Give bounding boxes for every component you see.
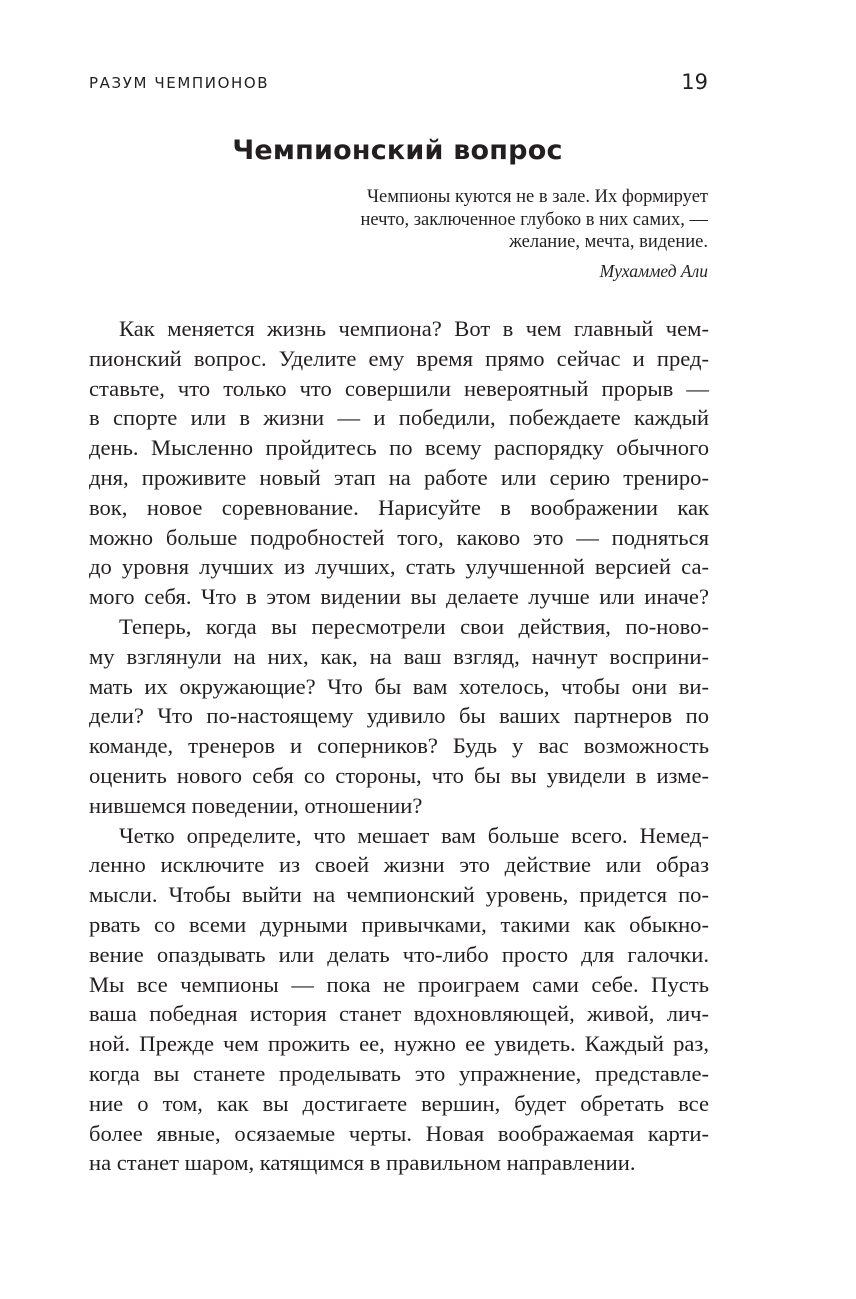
text-line: можно больше подробностей того, каково это — подняться — [89, 524, 709, 550]
text-line: Четко определите, что мешает вам больше всего. Немед- — [119, 822, 709, 848]
epigraph-line: нечто, заключенное глубоко в них самих, — — [360, 209, 708, 230]
text-line: оценить нового себя со стороны, что бы вы увидели в изме- — [89, 762, 709, 788]
text-line: дня, проживите новый этап на работе или серию трениро- — [89, 464, 709, 490]
text-line: Мы все чемпионы — пока не проиграем сами себе. Пусть — [89, 971, 709, 997]
text-line: на станет шаром, катящимся в правильном направлении. — [89, 1150, 636, 1176]
text-line: ние о том, как вы достигаете вершин, будет обретать все — [89, 1090, 709, 1116]
text-line: до уровня лучших из лучших, стать улучшенной версией са- — [89, 554, 709, 580]
text-line: мого себя. Что в этом видении вы делаете лучше или иначе? — [89, 584, 709, 610]
page-number: 19 — [681, 70, 708, 94]
text-line: команде, тренеров и соперников? Будь у вас возможность — [89, 733, 709, 759]
chapter-title: Чемпионский вопрос — [232, 135, 563, 166]
text-line: ваша победная история станет вдохновляющей, живой, лич- — [89, 1001, 709, 1027]
text-line: дели? Что по-настоящему удивило бы ваших партнеров по — [89, 703, 709, 729]
text-line: когда вы станете проделывать это упражнение, представле- — [89, 1060, 709, 1086]
text-line: Теперь, когда вы пересмотрели свои действия, по-ново- — [119, 613, 709, 639]
text-line: день. Мысленно пройдитесь по всему распорядку обычного — [89, 435, 709, 461]
running-head: РАЗУМ ЧЕМПИОНОВ — [89, 74, 270, 92]
text-line: рвать со всеми дурными привычками, такими как обыкно- — [89, 911, 709, 937]
text-line: му взглянули на них, как, на ваш взгляд, начнут восприни- — [89, 643, 709, 669]
text-line: ленно исключите из своей жизни это действие или образ — [89, 852, 709, 878]
text-line: более явные, осязаемые черты. Новая воображаемая карти- — [89, 1120, 709, 1146]
text-line: мать их окружающие? Что бы вам хотелось, чтобы они ви- — [89, 673, 709, 699]
epigraph-author: Мухаммед Али — [599, 260, 708, 281]
text-line: вок, новое соревнование. Нарисуйте в воображении как — [89, 494, 709, 520]
text-line: ставьте, что только что совершили невероятный прорыв — — [89, 375, 709, 401]
text-line: нившемся поведении, отношении? — [89, 792, 423, 818]
text-line: пионский вопрос. Уделите ему время прямо сейчас и пред- — [89, 345, 709, 371]
epigraph-line: желание, мечта, видение. — [509, 232, 708, 252]
epigraph — [288, 186, 708, 282]
epigraph-line: Чемпионы куются не в зале. Их формирует — [367, 187, 708, 207]
text-line: ной. Прежде чем прожить ее, нужно ее увидеть. Каждый раз, — [89, 1031, 709, 1057]
text-line: Как меняется жизнь чемпиона? Вот в чем главный чем- — [119, 316, 709, 341]
text-line: мысли. Чтобы выйти на чемпионский уровень, придется по- — [89, 882, 709, 908]
text-line: вение опаздывать или делать что-либо просто для галочки. — [89, 941, 709, 967]
body-text — [89, 314, 709, 1178]
text-line: в спорте или в жизни — и победили, побеждаете каждый — [89, 405, 709, 431]
